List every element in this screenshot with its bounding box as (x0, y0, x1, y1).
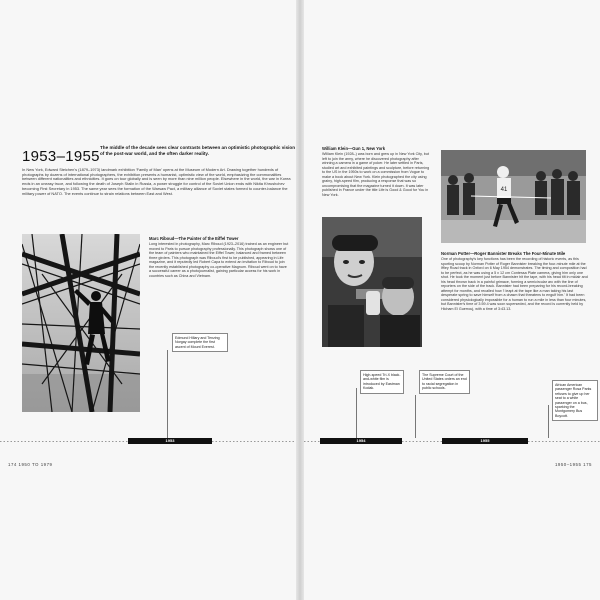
klein-caption-body: William Klein (1928–) was born and grew up in New York City, but left to join the army, where he discovered photography after winning a camera in a game of poker. He later settled in Paris, studied art and exhibited paintings and sculpture, before returning to the US in the 1950s to work on a commission from Vogue to make a book about New York. Klein photographed the city using grainy, high-speed film, producing a response that was so uncompromising that the magazine turned it down. It was later published in France under the title Life is Good & Good for You in New York. (322, 152, 430, 197)
eiffel-tower-illustration (22, 234, 140, 412)
timeline-dots (0, 441, 128, 442)
year-range-title: 1953–1955 (22, 148, 100, 165)
timeline-dots (212, 441, 296, 442)
book-gutter (296, 0, 304, 600)
intro-lead: The middle of the decade sees clear contrasts between an optimistic photographic vision of the post-war world, and the often darker reality. (100, 145, 296, 156)
timeline-year-1955: 1955 (442, 438, 528, 444)
timeline-year-1954: 1954 (320, 438, 402, 444)
event-everest (172, 333, 228, 352)
event-trix-film-text: High-speed Tri-X black-and-white film is introduced by Eastman Kodak. (363, 373, 401, 391)
event-connector-line (356, 388, 357, 438)
intro-body: In New York, Edward Steichen's (1879–1973) landmark exhibition 'Family of Man' opens at the Museum of Modern Art. Drawing together hundreds of photographs by dozens of international photographers, the exhibition presents a humanist, optimistic view of the world, emphasizing the commonalities between different nationalities and ethnicities. It goes on tour globally and is seen by more than nine million people. Elsewhere in the world, the war in Korea ends in an uneasy truce, and following the death of Joseph Stalin in Russia, a power struggle for control of the Soviet Union ends with Nikita Khrushchev becoming First Secretary in 1953. The same year sees the formation of the Warsaw Pact, a military alliance of Soviet states formed to counter-balance the military power of NATO. The events continue to strain relations between East and West. (22, 167, 291, 196)
right-page-folio: 1950–1955 175 (554, 462, 592, 467)
bannister-photo (441, 150, 586, 243)
bannister-caption-body: One of photography's key functions has been the recording of historic events, as this sporting scoop by Norman Potter of Roger Bannister breaking the four-minute mile at the Iffley Road track in Oxford on 6 May 1954 demonstrates. The timing and composition had to be perfect, as he was using a 5 x 12 cm Contessa Plate camera, giving him only one shot. He took the moment just before Bannister hit the tape, with his head tilt in midair and his head thrown back in a painful grimace, forming a semicircular arc with the line of reporters on the side of the track. Bannister had been preparing for his record-breaking attempt for months, and recalled how 'I leapt at the tape like a man taking his last desperate spring to save himself from a chasm that threatens to engulf him.' It had been considered physiologically impossible for a human to run a mile in less than four minutes, but Bannister's time of 3:59.4 was soon superseded, and the record is currently held by Hicham El Guerrouj, with a time of 3:43.13. (441, 257, 588, 311)
event-connector-line (415, 395, 416, 438)
bannister-photo-illustration (441, 150, 586, 243)
timeline-bar (0, 438, 600, 444)
left-page-folio: 174 1950 TO 1979 (8, 462, 53, 467)
riboud-caption-body: Long interested in photography, Marc Riboud (1923–2016) trained as an engineer but moved to Paris to pursue photography professionally. This photograph shows one of the team of painters who maintained the Eiffel Tower, balanced and framed between three girders. This photograph was Riboud's first to be published, appearing in Life magazine, and it reputedly led Robert Capa to extend an invitation to Riboud to join the recently established photography co-operative Magnum. Riboud went on to have a successful career as a photojournalist, gaining particular access for his work in countries such as China and Vietnam. (149, 242, 289, 278)
svg-text:41: 41 (500, 187, 508, 193)
bannister-caption-title: Norman Potter—Roger Bannister Breaks The Four-Minute Mile (441, 251, 566, 256)
event-connector-line (167, 350, 168, 438)
event-everest-text: Edmund Hillary and Tenzing Norgay complete the first ascent of Mount Everest. (175, 336, 220, 349)
timeline-dots (528, 441, 600, 442)
timeline-dots (402, 441, 442, 442)
event-supreme-court-text: The Supreme Court of the United States orders an end to racial segregation in public schools. (422, 373, 467, 391)
eiffel-tower-painter-photo (22, 234, 140, 412)
event-supreme-court (419, 370, 470, 394)
klein-caption-title: William Klein—Gun 1, New York (322, 146, 386, 151)
event-rosa-parks (552, 380, 598, 421)
timeline-year-1953: 1953 (128, 438, 212, 444)
riboud-caption-title: Marc Riboud—The Painter of the Eiffel Tower (149, 236, 239, 241)
klein-gun-photo (322, 217, 422, 347)
event-connector-line (548, 405, 549, 438)
timeline-dots (304, 441, 320, 442)
klein-photo-illustration (322, 217, 422, 347)
event-trix-film (360, 370, 404, 394)
event-rosa-parks-text: African American passenger Rosa Parks refuses to give up her seat to a white passenger on a bus, sparking the Montgomery Bus Boycott. (555, 383, 592, 418)
